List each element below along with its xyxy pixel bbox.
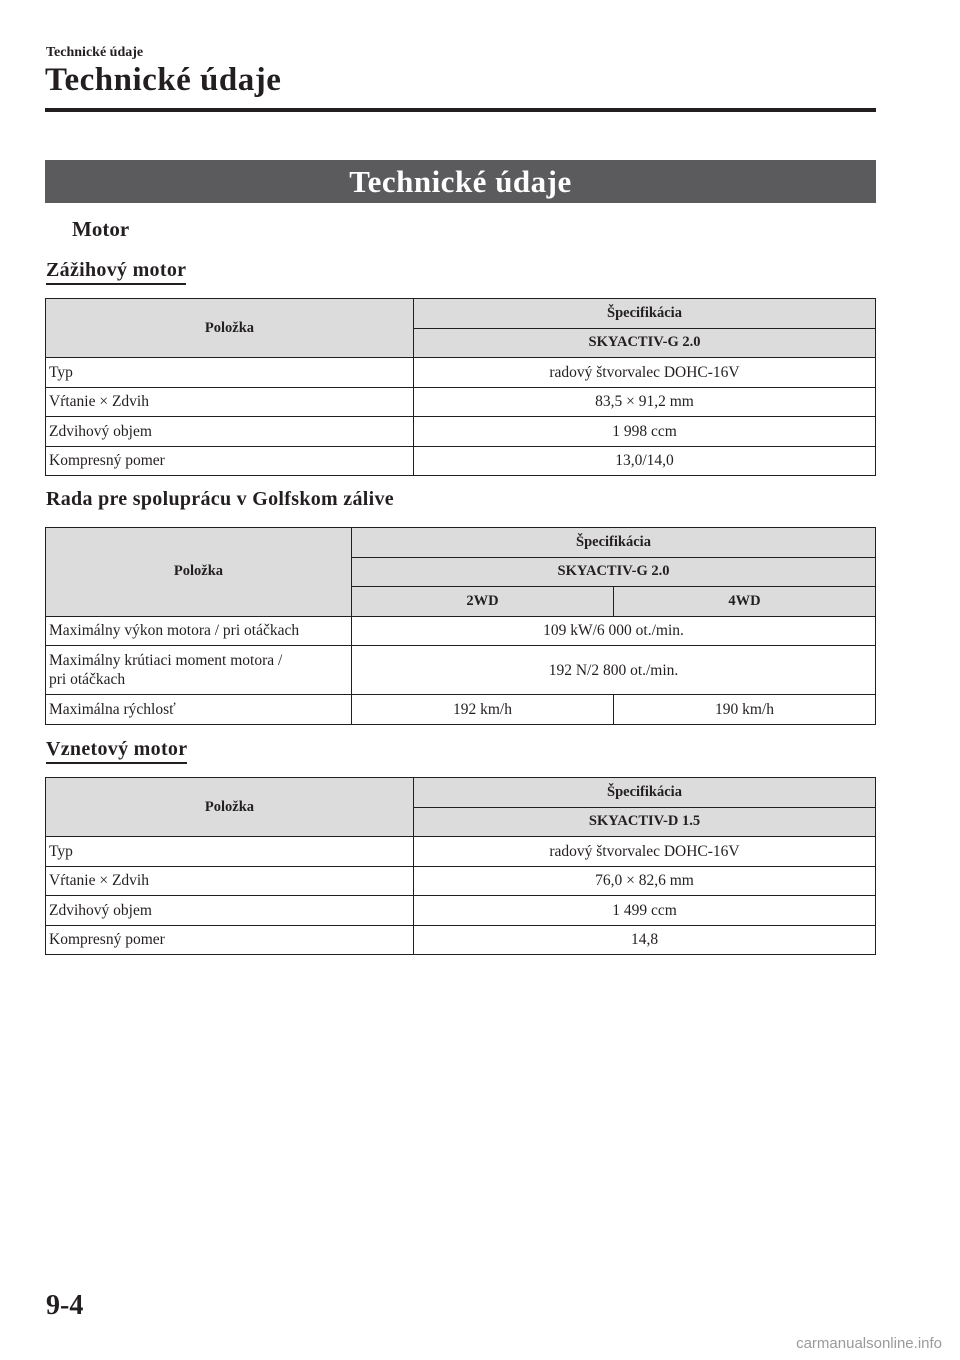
row-label: Zdvihový objem [46, 896, 414, 926]
header-item: Položka [46, 778, 414, 837]
table-header-row [46, 528, 876, 558]
row-value: 83,5 × 91,2 mm [414, 387, 876, 417]
table-row [46, 925, 876, 955]
row-value: 192 N/2 800 ot./min. [352, 646, 876, 695]
table-row [46, 358, 876, 388]
header-spec: Špecifikácia [352, 528, 876, 558]
table-row [46, 646, 876, 695]
row-value-4wd: 190 km/h [614, 695, 876, 725]
row-value: radový štvorvalec DOHC-16V [414, 837, 876, 867]
table-row [46, 417, 876, 447]
table-row [46, 896, 876, 926]
row-label: Kompresný pomer [46, 446, 414, 476]
header-spec: Špecifikácia [414, 778, 876, 808]
header-item: Položka [46, 299, 414, 358]
header-item: Položka [46, 528, 352, 617]
header-spec: Špecifikácia [414, 299, 876, 329]
row-value: 14,8 [414, 925, 876, 955]
page-number: 9-4 [46, 1290, 84, 1321]
gasoline-spec-table [45, 298, 876, 476]
table-header-row [46, 299, 876, 329]
gasoline-engine-title: Zážihový motor [46, 259, 186, 285]
header-4wd: 4WD [614, 587, 876, 617]
row-label: Kompresný pomer [46, 925, 414, 955]
row-value: 13,0/14,0 [414, 446, 876, 476]
row-label: Maximálny výkon motora / pri otáčkach [46, 616, 352, 646]
header-model: SKYACTIV-G 2.0 [414, 328, 876, 358]
row-label: Maximálna rýchlosť [46, 695, 352, 725]
table-row [46, 446, 876, 476]
chapter-rule [45, 108, 876, 112]
header-model: SKYACTIV-D 1.5 [414, 807, 876, 837]
row-value: 1 499 ccm [414, 896, 876, 926]
row-label: Typ [46, 358, 414, 388]
row-value: radový štvorvalec DOHC-16V [414, 358, 876, 388]
row-value: 109 kW/6 000 ot./min. [352, 616, 876, 646]
table-row [46, 866, 876, 896]
row-label: Vŕtanie × Zdvih [46, 866, 414, 896]
gulf-title: Rada pre spoluprácu v Golfskom zálive [46, 488, 394, 510]
table-row [46, 837, 876, 867]
watermark: carmanualsonline.info [796, 1335, 942, 1352]
header-model: SKYACTIV-G 2.0 [352, 557, 876, 587]
table-header-row [46, 778, 876, 808]
row-label [46, 646, 352, 695]
sub-heading-motor: Motor [72, 217, 130, 241]
table-row [46, 695, 876, 725]
table-row [46, 387, 876, 417]
chapter-title: Technické údaje [45, 62, 282, 98]
header-2wd: 2WD [352, 587, 614, 617]
row-value: 76,0 × 82,6 mm [414, 866, 876, 896]
running-head: Technické údaje [46, 45, 144, 60]
row-label: Vŕtanie × Zdvih [46, 387, 414, 417]
row-label-line: Maximálny krútiaci moment motora / [49, 652, 283, 669]
gulf-spec-table [45, 527, 876, 725]
diesel-engine-title: Vznetový motor [46, 738, 187, 764]
row-label: Typ [46, 837, 414, 867]
row-label-line: pri otáčkach [49, 671, 126, 688]
section-banner: Technické údaje [45, 160, 876, 203]
diesel-spec-table [45, 777, 876, 955]
row-value: 1 998 ccm [414, 417, 876, 447]
row-value-2wd: 192 km/h [352, 695, 614, 725]
row-label: Zdvihový objem [46, 417, 414, 447]
table-row [46, 616, 876, 646]
